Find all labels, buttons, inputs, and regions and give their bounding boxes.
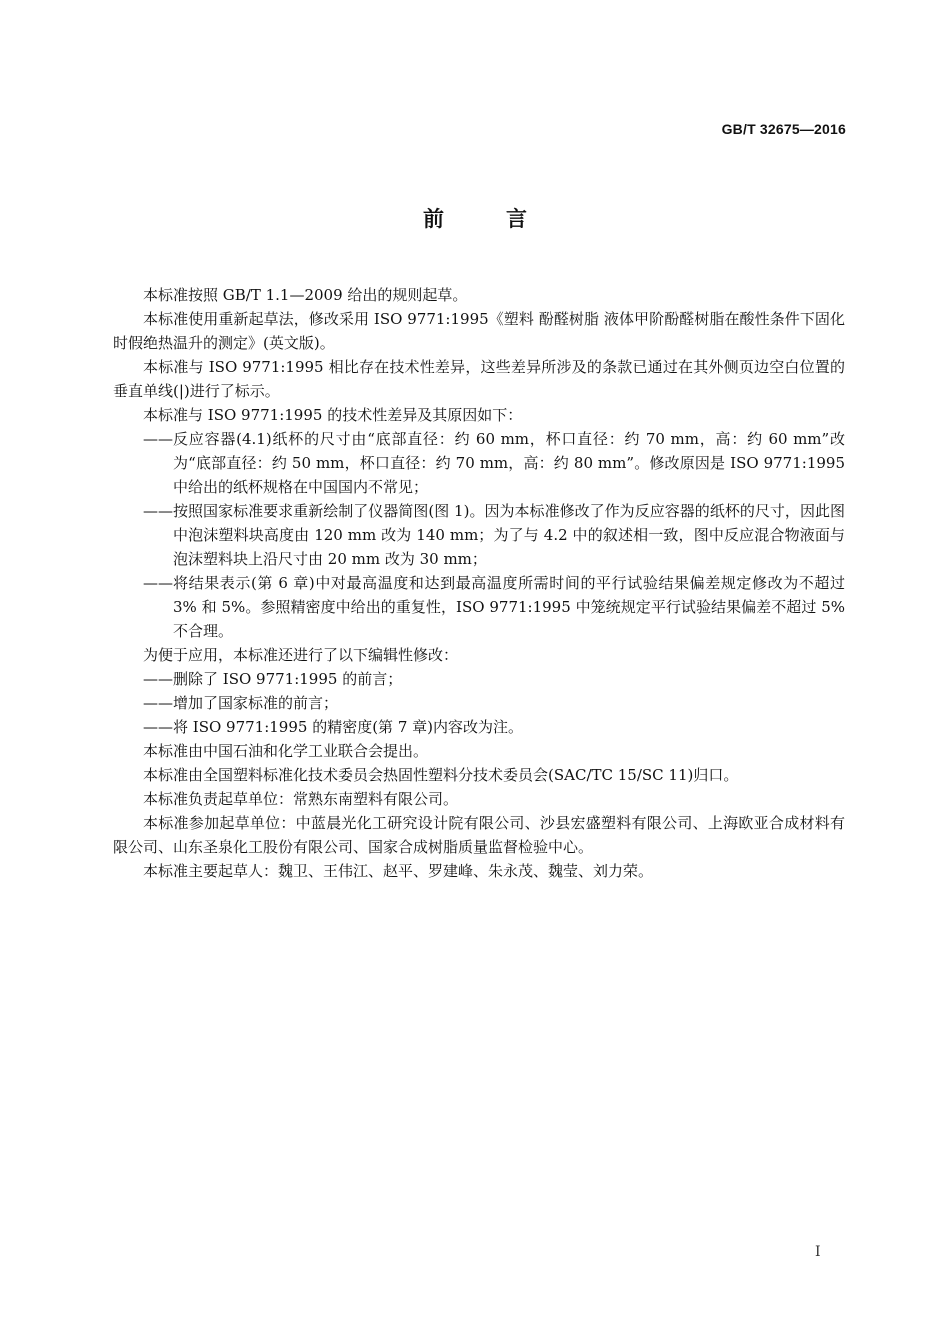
paragraph-editorial-intro: 为便于应用，本标准还进行了以下编辑性修改： bbox=[143, 646, 459, 664]
paragraph-adoption-method: 本标准使用重新起草法，修改采用 ISO 9771:1995《塑料 酚醛树脂 液体甲阶酚醛树脂在酸性条件下固化时假绝热温升的测定》(英文版)。 bbox=[113, 310, 845, 352]
dash-mark: —— bbox=[143, 502, 173, 520]
paragraph-differences-note: 本标准与 ISO 9771:1995 相比存在技术性差异，这些差异所涉及的条款已通过在其外侧页边空白位置的垂直单线(|)进行了标示。 bbox=[113, 358, 845, 400]
standard-number: GB/T 32675—2016 bbox=[721, 121, 846, 137]
editorial-change-text: 删除了 ISO 9771:1995 的前言； bbox=[173, 670, 403, 688]
paragraph-drafting-rules: 本标准按照 GB/T 1.1—2009 给出的规则起草。 bbox=[143, 286, 468, 304]
dash-mark: —— bbox=[143, 670, 173, 688]
tech-difference-item bbox=[113, 427, 845, 499]
title-part-1: 前 bbox=[423, 207, 444, 231]
page-number: I bbox=[815, 1244, 821, 1260]
paragraph-participating-units: 本标准参加起草单位：中蓝晨光化工研究设计院有限公司、沙县宏盛塑料有限公司、上海欧亚合成材料有限公司、山东圣泉化工股份有限公司、国家合成树脂质量监督检验中心。 bbox=[113, 814, 845, 856]
foreword-body bbox=[113, 283, 845, 883]
tech-difference-text: 将结果表示(第 6 章)中对最高温度和达到最高温度所需时间的平行试验结果偏差规定修改为不超过 3% 和 5%。参照精密度中给出的重复性，ISO 9771:1995 中笼统规定平行试验结果偏差不超过 5% 不合理。 bbox=[173, 574, 845, 640]
dash-mark: —— bbox=[143, 430, 173, 448]
page-title bbox=[0, 203, 950, 233]
title-part-2: 言 bbox=[506, 207, 527, 231]
dash-mark: —— bbox=[143, 694, 173, 712]
paragraph-technical-committee: 本标准由全国塑料标准化技术委员会热固性塑料分技术委员会(SAC/TC 15/SC 11)归口。 bbox=[143, 766, 739, 784]
tech-difference-item bbox=[113, 499, 845, 571]
paragraph-main-drafters: 本标准主要起草人：魏卫、王伟江、赵平、罗建峰、朱永茂、魏莹、刘力荣。 bbox=[143, 862, 654, 880]
paragraph-lead-drafting-unit: 本标准负责起草单位：常熟东南塑料有限公司。 bbox=[143, 790, 459, 808]
paragraph-proposer: 本标准由中国石油和化学工业联合会提出。 bbox=[143, 742, 429, 760]
tech-difference-item bbox=[113, 571, 845, 643]
tech-difference-text: 按照国家标准要求重新绘制了仪器简图(图 1)。因为本标准修改了作为反应容器的纸杯的尺寸，因此图中泡沫塑料块高度由 120 mm 改为 140 mm；为了与 4.2 中的叙述相一致，图中反应混合物液面与泡沫塑料块上沿尺寸由 20 mm 改为 30 mm； bbox=[173, 502, 845, 568]
paragraph-tech-differences-intro: 本标准与 ISO 9771:1995 的技术性差异及其原因如下： bbox=[143, 406, 523, 424]
editorial-change-item bbox=[113, 715, 845, 739]
dash-mark: —— bbox=[143, 718, 173, 736]
editorial-change-item bbox=[113, 667, 845, 691]
editorial-change-item bbox=[113, 691, 845, 715]
tech-difference-text: 反应容器(4.1)纸杯的尺寸由“底部直径：约 60 mm，杯口直径：约 70 mm，高：约 60 mm”改为“底部直径：约 50 mm，杯口直径：约 70 mm，高：约 80 mm”。修改原因是 ISO 9771:1995 中给出的纸杯规格在中国国内不常见； bbox=[173, 430, 845, 496]
dash-mark: —— bbox=[143, 574, 173, 592]
editorial-change-text: 将 ISO 9771:1995 的精密度(第 7 章)内容改为注。 bbox=[173, 718, 523, 736]
editorial-change-text: 增加了国家标准的前言； bbox=[173, 694, 339, 712]
